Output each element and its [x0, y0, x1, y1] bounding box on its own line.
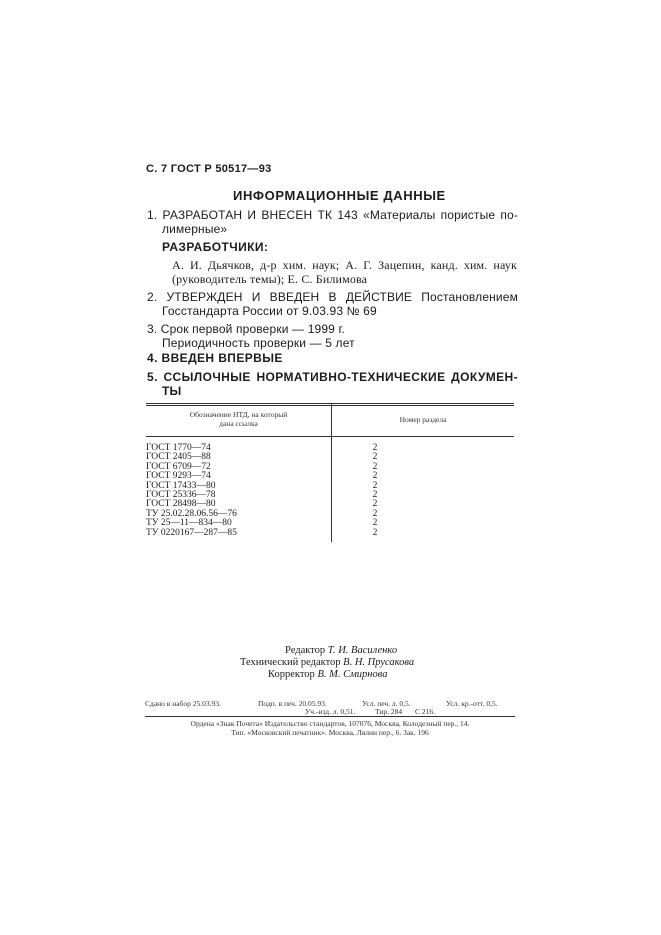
imprint-signed: Подп. в печ. 20.05.93. [258, 699, 327, 708]
corrector-line: Корректор В. М. Смирнова [268, 669, 388, 680]
developers-label: РАЗРАБОТЧИКИ: [162, 240, 269, 254]
section-number: 2 [372, 480, 378, 491]
section-number: 2 [372, 461, 378, 472]
table-row: ГОСТ 1770—74 [146, 443, 211, 453]
table-row: ГОСТ 9293—74 [146, 471, 211, 482]
table-header-section: Номер раздела [399, 415, 447, 424]
section-number: 2 [372, 508, 378, 519]
section-number: 2 [372, 443, 378, 453]
section-1-line-1: 1. РАЗРАБОТАН И ВНЕСЕН ТК 143 «Материалы пористые по- [147, 208, 518, 222]
section-3-line-1: 3. Срок первой проверки — 1999 г. [147, 322, 346, 336]
table-header-rule [146, 436, 514, 437]
table-column-divider [331, 404, 332, 542]
table-row: ТУ 25.02.28.06.56—76 [146, 508, 237, 519]
tech-editor-line: Технический редактор В. Н. Прусакова [240, 657, 415, 668]
section-4-line-1: 4. ВВЕДЕН ВПЕРВЫЕ [147, 351, 283, 365]
imprint-printer: Тип. «Московский печатник». Москва, Лялин пер., 6. Зак. 196 [231, 728, 429, 737]
developers-line-1: А. И. Дьячков, д-р хим. наук; А. Г. Зацепин, канд. хим. наук [172, 258, 517, 272]
section-2-line-2: Госстандарта России от 9.03.93 № 69 [162, 304, 377, 318]
table-row: ГОСТ 6709—72 [146, 461, 211, 472]
imprint-sent-to-set: Сдано в набор 25.03.93. [145, 699, 221, 708]
imprint-price: С 216. [415, 707, 436, 716]
section-5-line-1: 5. ССЫЛОЧНЫЕ НОРМАТИВНО-ТЕХНИЧЕСКИЕ ДОКУМЕН- [147, 370, 518, 384]
table-body-sections [365, 444, 385, 538]
developers-line-2: (руководитель темы); Е. С. Билимова [172, 272, 368, 286]
table-top-rule-2 [146, 405, 514, 406]
table-header-document: Обозначение НТД, на который дана ссылка [189, 410, 288, 428]
imprint-cond-ink: Усл. кр.-отт. 0,5. [446, 699, 498, 708]
section-number: 2 [372, 527, 378, 538]
section-number: 2 [372, 452, 378, 463]
section-2-line-1: 2. УТВЕРЖДЕН И ВВЕДЕН В ДЕЙСТВИЕ Постановлением [147, 290, 518, 304]
table-top-rule [146, 403, 514, 404]
imprint-cond-sheets: Усл. печ. л. 0,5. [362, 699, 411, 708]
document-title: ИНФОРМАЦИОННЫЕ ДАННЫЕ [233, 188, 446, 203]
editor-line: Редактор Т. И. Василенко [285, 645, 398, 656]
page-header: С. 7 ГОСТ Р 50517—93 [146, 163, 272, 175]
section-number: 2 [372, 471, 378, 482]
table-body-documents [146, 444, 237, 538]
table-row: ГОСТ 28498—80 [146, 499, 216, 510]
table-row: ТУ 25—11—834—80 [146, 518, 232, 529]
section-3-line-2: Периодичность проверки — 5 лет [162, 336, 355, 350]
section-number: 2 [372, 490, 378, 501]
table-row: ГОСТ 2405—88 [146, 452, 211, 463]
table-row: ГОСТ 25336—78 [146, 490, 216, 501]
section-1-line-2: лимерные» [162, 222, 228, 236]
section-5-line-2: ТЫ [162, 384, 182, 398]
imprint-pub-sheets: Уч.-изд. л. 0,51. [305, 707, 356, 716]
imprint-publisher: Ордена «Знак Почета» Издательство стандартов, 107076, Москва, Колодезный пер., 14. [190, 719, 470, 728]
table-row: ТУ 0220167—287—85 [146, 527, 237, 538]
section-number: 2 [372, 518, 378, 529]
imprint-rule [145, 716, 515, 717]
imprint-run: Тир. 284 [375, 707, 403, 716]
table-row: ГОСТ 17433—80 [146, 480, 216, 491]
section-number: 2 [372, 499, 378, 510]
